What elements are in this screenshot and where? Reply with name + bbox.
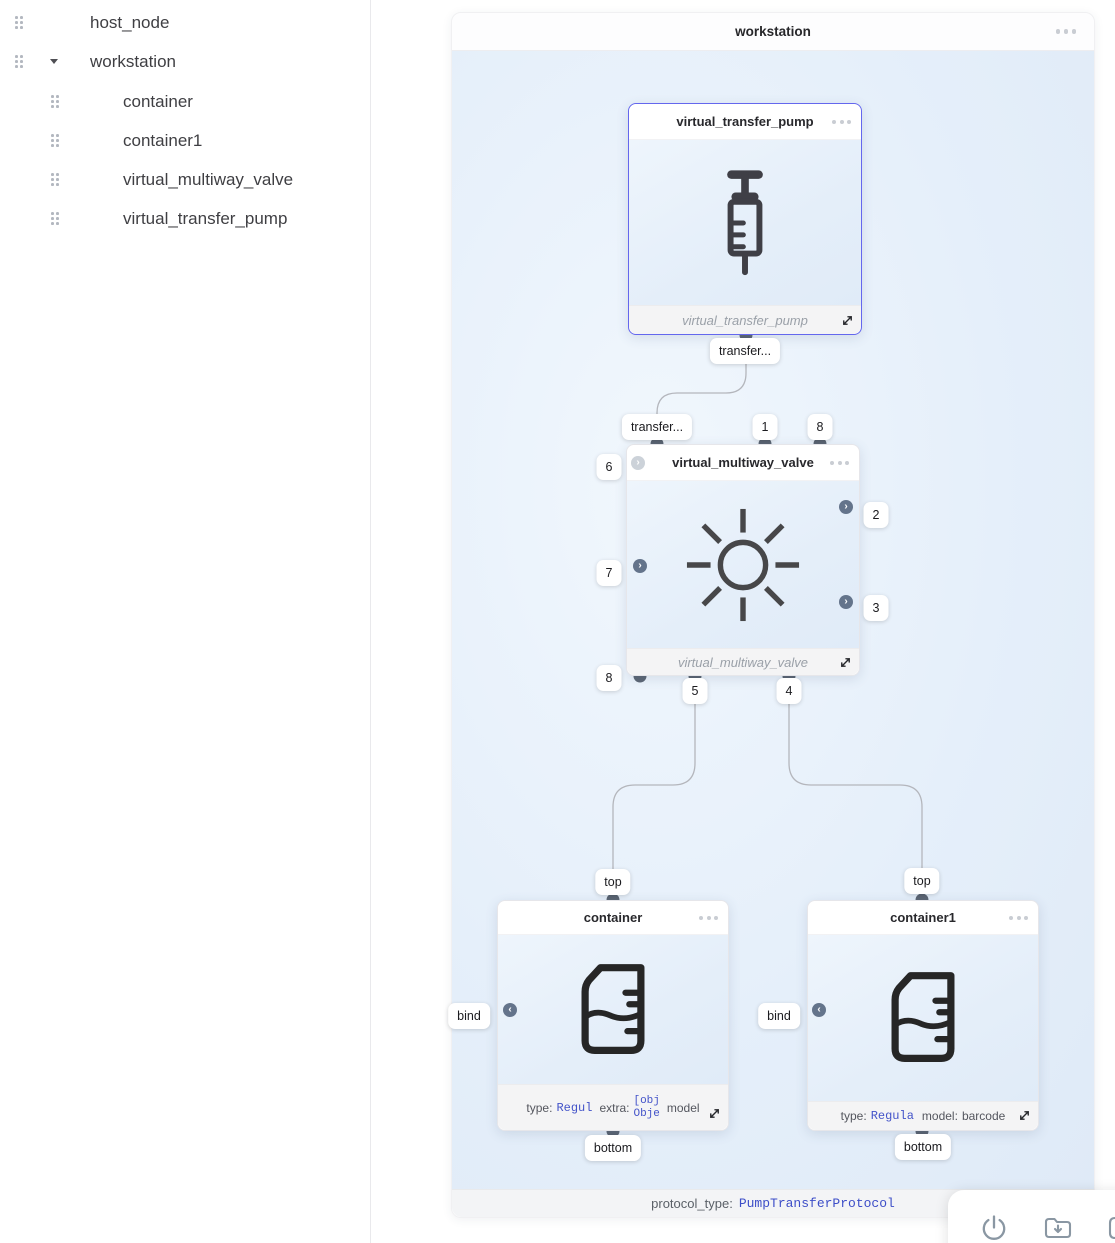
canvas-toolbar [948,1190,1115,1243]
node-title: container1 [890,910,956,925]
node-footer [498,1084,728,1130]
drag-handle-icon[interactable] [50,211,60,226]
ellipsis-menu-icon[interactable] [830,461,849,465]
port-handle-2[interactable] [839,500,853,514]
port-label-container1-bind[interactable]: bind [758,1003,800,1029]
port-label-container-top[interactable]: top [595,869,630,895]
tree-item-workstation[interactable] [0,42,370,81]
port-label-container1-top[interactable]: top [904,868,939,894]
extra-label: extra: [599,1100,630,1115]
tree-item-virtual-transfer-pump[interactable] [0,199,370,238]
node-container1[interactable] [807,900,1039,1131]
port-label-container-bind[interactable]: bind [448,1003,490,1029]
model-label: model: [921,1109,958,1123]
node-caption: virtual_multiway_valve [677,654,809,670]
valve-icon [684,506,802,624]
node-virtual-multiway-valve[interactable] [626,444,860,676]
node-header[interactable] [498,901,728,935]
tree-item-label[interactable]: virtual_multiway_valve [123,169,294,189]
model-value: barcode [961,1109,1006,1123]
type-value: Regula [870,1109,914,1123]
tree-item-container[interactable] [0,82,370,121]
node-body [627,481,859,648]
beaker-icon [564,960,662,1060]
node-footer [808,1101,1038,1130]
tree-item-label[interactable]: container [123,91,193,111]
ellipsis-menu-icon[interactable] [699,916,718,920]
node-title: virtual_transfer_pump [676,114,814,129]
ellipsis-menu-icon[interactable] [1056,29,1077,34]
drag-handle-icon[interactable] [14,15,24,30]
node-body [629,140,861,305]
workstation-header[interactable] [452,13,1094,51]
ellipsis-menu-icon[interactable] [832,120,851,124]
port-label-4[interactable]: 4 [777,678,802,704]
folder-download-button[interactable] [1042,1212,1074,1243]
drag-handle-icon[interactable] [14,54,24,69]
node-caption: virtual_transfer_pump [682,312,808,328]
node-body [808,935,1038,1101]
device-tree-sidebar [0,0,371,1243]
ellipsis-menu-icon[interactable] [1009,916,1028,920]
port-handle-bind[interactable] [503,1003,517,1017]
port-handle-3[interactable] [839,595,853,609]
protocol-type-value: PumpTransferProtocol [738,1196,895,1211]
tree-item-container1[interactable] [0,121,370,160]
drag-handle-icon[interactable] [50,172,60,187]
tree-item-label[interactable]: host_node [90,12,170,32]
protocol-type-label: protocol_type: [651,1196,733,1211]
tree-item-virtual-multiway-valve[interactable] [0,160,370,199]
node-body [498,935,728,1084]
port-handle-bind[interactable] [812,1003,826,1017]
port-handle-7[interactable] [633,559,647,573]
clipped-tool-button[interactable] [1105,1212,1115,1243]
port-label-container-bottom[interactable]: bottom [585,1135,641,1161]
port-label-2[interactable]: 2 [864,502,889,528]
resize-icon[interactable] [708,1107,721,1120]
resize-icon[interactable] [1018,1109,1031,1122]
port-label-container1-bottom[interactable]: bottom [895,1134,951,1160]
tree-item-host-node[interactable] [0,3,370,42]
node-header[interactable] [808,901,1038,935]
port-label-valve-transfer[interactable]: transfer... [622,414,692,440]
type-label: type: [526,1100,553,1115]
chevron-down-icon[interactable] [50,59,58,64]
port-label-5[interactable]: 5 [683,678,708,704]
drag-handle-icon[interactable] [50,94,60,109]
node-title: container [583,910,643,925]
port-label-7[interactable]: 7 [597,560,622,586]
tree-item-label[interactable]: virtual_transfer_pump [123,208,288,228]
extra-value-line2: Obje [633,1107,660,1120]
port-label-3[interactable]: 3 [864,595,889,621]
node-title: virtual_multiway_valve [672,455,814,470]
syringe-icon [714,167,776,279]
port-label-8-top[interactable]: 8 [808,414,833,440]
beaker-icon [874,968,972,1068]
resize-icon[interactable] [841,314,854,327]
flow-canvas[interactable] [371,0,1115,1243]
type-value: Regul [556,1100,593,1115]
resize-icon[interactable] [839,656,852,669]
node-footer [629,305,861,334]
extra-value-line1: [obj [633,1094,660,1107]
type-label: type: [840,1109,867,1123]
port-handle-6[interactable] [631,456,645,470]
workstation-title: workstation [735,24,811,39]
node-header[interactable] [629,104,861,140]
tree-item-label[interactable]: workstation [90,51,176,71]
drag-handle-icon[interactable] [50,133,60,148]
node-virtual-transfer-pump[interactable] [628,103,862,335]
power-button[interactable] [978,1212,1010,1243]
node-header[interactable] [627,445,859,481]
port-label-6[interactable]: 6 [597,454,622,480]
node-footer [627,648,859,675]
node-container[interactable] [497,900,729,1131]
tree-item-label[interactable]: container1 [123,130,203,150]
model-label: model [666,1100,700,1115]
port-label-pump-transfer[interactable]: transfer... [710,338,780,364]
port-label-1[interactable]: 1 [753,414,778,440]
port-label-8-left[interactable]: 8 [597,665,622,691]
